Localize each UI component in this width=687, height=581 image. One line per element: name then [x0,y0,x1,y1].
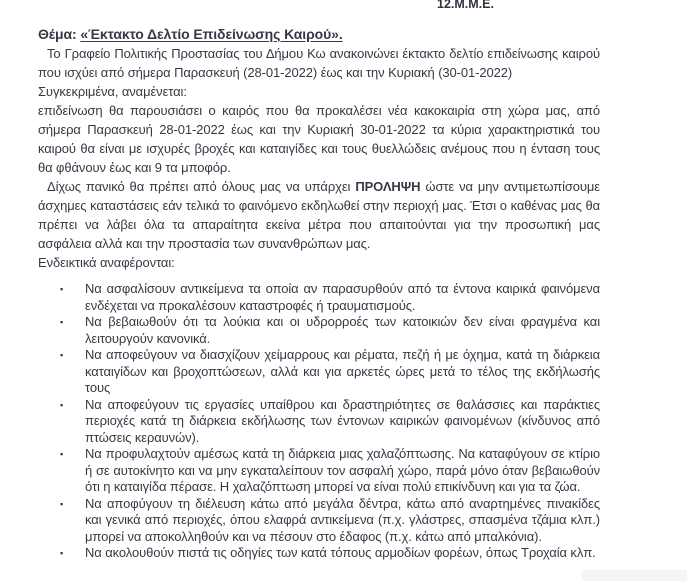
subject-label: Θέμα: [38,26,77,42]
list-item-text: Να αποφεύγουν να διασχίζουν χείμαρρους και ρέματα, πεζή ή με όχημα, κατά τη διάρκεια καταιγίδων και βροχοπτώσεων, αλλά και για αρκετές ώρες μετά το τέλος της εκδήλωσής τους [85,347,600,395]
bullet-square-icon: ▪ [60,350,64,360]
prevention-text-before: Δίχως πανικό θα πρέπει από όλους μας να υπάρχει [47,179,351,194]
bullet-square-icon: ▪ [60,399,64,410]
list-item [60,314,600,347]
list-item [60,446,600,496]
list-item [60,397,600,447]
safety-instructions-list [60,281,600,562]
list-item-text: Να αποφεύγουν τις εργασίες υπαίθρου και δραστηριότητες σε θαλάσσιες και παράκτιες περιοχές κατά τη διάρκεια εκδήλωσης των έντονων καιρικών φαινομένων (κίνδυνος από πτώσεις κεραυνών). [85,396,600,445]
prevention-paragraph [38,177,600,253]
subject-line [38,25,600,44]
header-reference-number: 12.Μ.Μ.Ε. [437,0,494,11]
bullet-square-icon: ▪ [60,317,64,327]
document-body [38,0,600,562]
specifically-label: Συγκεκριμένα, αναμένεται: [38,84,187,99]
forecast-paragraph: επιδείνωση θα παρουσιάσει ο καιρός που θα προκαλέσει νέα κακοκαιρία στη χώρα μας, από σήμερα Παρασκευή 28-01-2022 έως και την Κυριακή 30-01-2022 τα κύρια χαρακτηριστικά του καιρού θα είναι με ισχυρές βροχές και καταιγίδες και τους θυελλώδεις ανέμους που η ένταση τους θα φθάνουν έως και 9 τα μποφόρ. [38,103,600,175]
intro-paragraph: Το Γραφείο Πολιτικής Προστασίας του Δήμου Κω ανακοινώνει έκτακτο δελτίο επιδείνωσης καιρού που ισχύει από σήμερα Παρασκευή (28-01-2022) έως και την Κυριακή (30-01-2022) [38,46,600,80]
list-item [60,545,600,562]
footer-gray-box [582,570,687,581]
list-item [60,281,600,314]
bullet-square-icon: ▪ [60,284,64,294]
list-item-text: Να προφυλαχτούν αμέσως κατά τη διάρκεια μιας χαλαζόπτωσης. Να καταφύγουν σε κτίριο ή σε αυτοκίνητο και να μην εγκαταλείπουν τον ασφαλή χώρο, παρά μόνο όταν βεβαιωθούν ότι η καταιγίδα πέρασε. Η χαλαζόπτωση μπορεί να είναι πολύ επικίνδυνη και για τα ζώα. [85,446,600,494]
list-item-text: Να ακολουθούν πιστά τις οδηγίες των κατά τόπους αρμοδίων φορέων, όπως Τροχαία κλπ. [85,545,596,560]
bullet-square-icon: ▪ [60,548,64,558]
subject-title: «Έκτακτο Δελτίο Επιδείνωσης Καιρού». [80,26,343,42]
list-item [60,496,600,546]
list-item-text: Να ασφαλίσουν αντικείμενα τα οποία αν παρασυρθούν από τα έντονα καιρικά φαινόμενα ενδέχεται να προκαλέσουν καταστροφές ή τραυματισμούς. [85,281,600,313]
list-item-text: Να βεβαιωθούν ότι τα λούκια και οι υδρορροές των κατοικιών δεν είναι φραγμένα και λειτουργούν κανονικά. [85,314,600,346]
list-item-text: Να αποφύγουν τη διέλευση κάτω από μεγάλα δέντρα, κάτω από αναρτημένες πινακίδες και γενικά από περιοχές, όπου ελαφρά αντικείμενα (π.χ. γλάστρες, σπασμένα τζάμια κλπ.) μπορεί να αποκολληθούν και να πέσουν στο έδαφος (π.χ. κάτω από μπαλκόνια). [85,495,600,544]
list-item [60,347,600,397]
prevention-text-after: ώστε να μην αντιμετωπίσουμε άσχημες καταστάσεις εάν τελικά το φαινόμενο εκδηλωθεί στην περιοχή μας. Έτσι ο καθένας μας θα πρέπει να λάβει όλα τα απαραίτητα εκείνα μέτρα που απαιτούνται για την προσωπική μας ασφάλεια αλλά και την προστασία των συνανθρώπων μας. [38,179,601,251]
bullet-square-icon: ▪ [60,449,64,459]
indicative-label: Ενδεικτικά αναφέρονται: [38,255,175,270]
prevention-keyword: ΠΡΟΛΗΨΗ [355,179,421,194]
bullet-square-icon: ▪ [60,498,64,509]
